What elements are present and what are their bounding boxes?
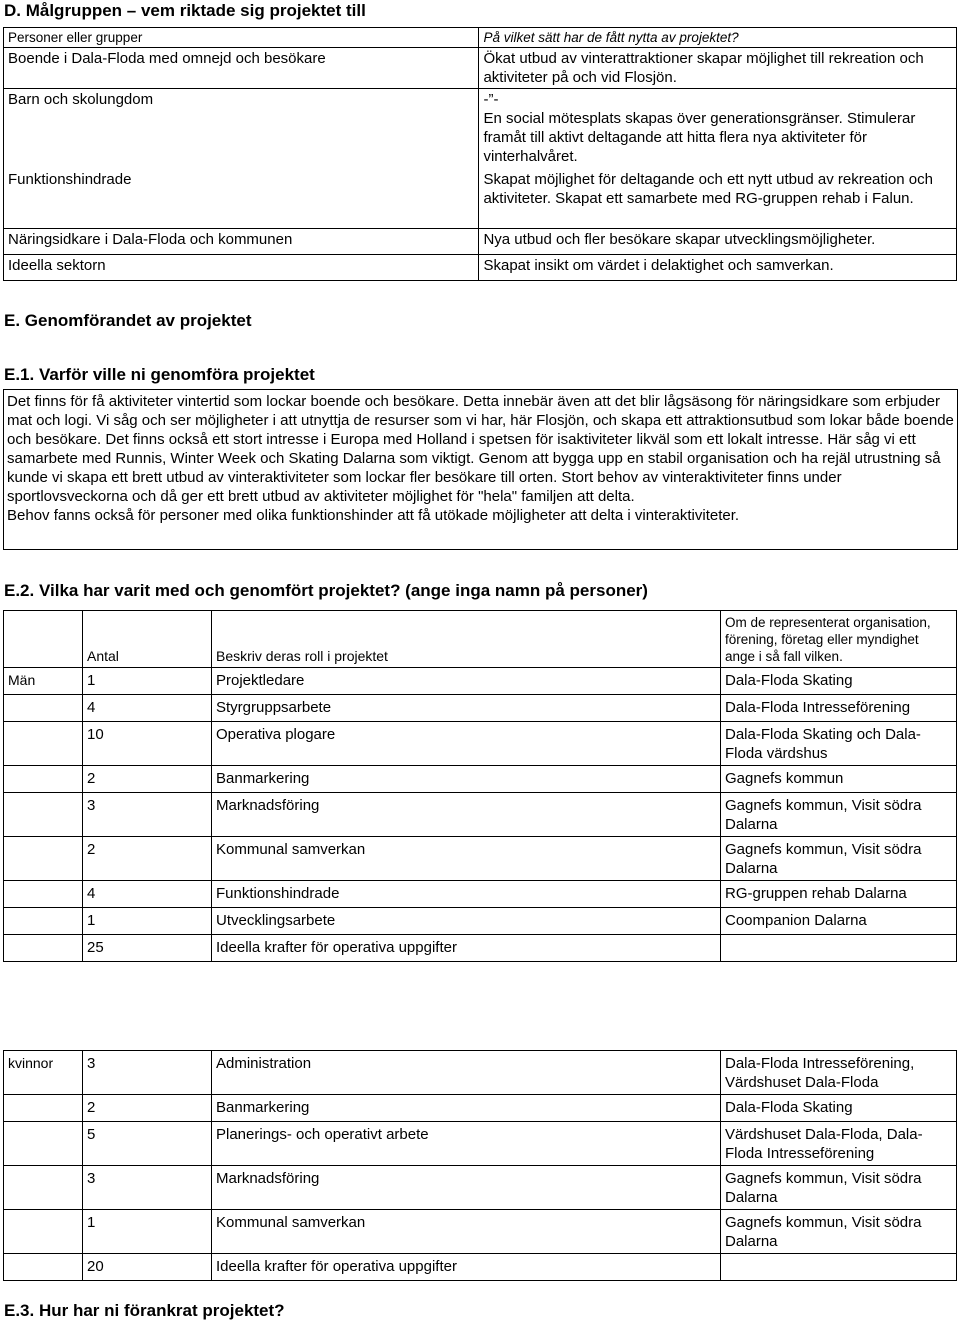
org-cell [721, 1254, 957, 1281]
org-cell: Dala-Floda Skating [721, 1095, 957, 1122]
table-row [4, 229, 957, 255]
roll-cell: Marknadsföring [212, 793, 721, 837]
org-cell: Gagnefs kommun, Visit södra Dalarna [721, 1166, 957, 1210]
header-groups: Personer eller grupper [4, 28, 479, 48]
antal-cell: 1 [83, 908, 212, 935]
gender-empty [4, 908, 83, 935]
roll-cell: Ideella krafter för operativa uppgifter [212, 1254, 721, 1281]
antal-cell: 1 [83, 668, 212, 695]
section-e3-title: E.3. Hur har ni förankrat projektet? [4, 1301, 285, 1320]
antal-cell: 4 [83, 881, 212, 908]
org-cell: Dala-Floda Skating [721, 668, 957, 695]
roll-cell: Kommunal samverkan [212, 1210, 721, 1254]
roll-cell: Ideella krafter för operativa uppgifter [212, 935, 721, 962]
table-row [4, 908, 957, 935]
table-row [4, 881, 957, 908]
gender-empty [4, 1166, 83, 1210]
group-cell: Barn och skolungdom [4, 89, 479, 169]
gender-empty [4, 1254, 83, 1281]
antal-cell: 2 [83, 1095, 212, 1122]
gender-header-empty [4, 611, 83, 668]
org-cell: Gagnefs kommun, Visit södra Dalarna [721, 837, 957, 881]
group-cell: Boende i Dala-Floda med omnejd och besökare [4, 48, 479, 89]
group-cell: Näringsidkare i Dala-Floda och kommunen [4, 229, 479, 255]
roll-cell: Marknadsföring [212, 1166, 721, 1210]
gender-empty [4, 722, 83, 766]
gender-empty [4, 837, 83, 881]
header-org: Om de representerat organisation, förening, företag eller myndighet ange i så fall vilken. [721, 611, 957, 668]
benefit-cell: Ökat utbud av vinterattraktioner skapar möjlighet till rekreation och aktiviteter på och vid Flosjön. [479, 48, 957, 89]
benefit-cell: Nya utbud och fler besökare skapar utvecklingsmöjligheter. [479, 229, 957, 255]
table-row [4, 255, 957, 281]
benefit-cell: -”- En social mötesplats skapas över generationsgränser. Stimulerar framåt till aktivt deltagande att hitta flera nya aktiviteter för vinterhalvåret. [479, 89, 957, 169]
roll-cell: Utvecklingsarbete [212, 908, 721, 935]
roll-cell: Projektledare [212, 668, 721, 695]
table-row [4, 1210, 957, 1254]
participants-women-table [3, 1050, 957, 1281]
gender-label: Män [4, 668, 83, 695]
table-row [4, 1122, 957, 1166]
benefit-cell: Skapat insikt om värdet i delaktighet och samverkan. [479, 255, 957, 281]
group-cell: Funktionshindrade [4, 169, 479, 229]
target-group-table [3, 27, 957, 281]
gender-empty [4, 1095, 83, 1122]
section-e-title: E. Genomförandet av projektet [4, 311, 252, 330]
org-cell [721, 935, 957, 962]
org-cell: Dala-Floda Intresseförening, Värdshuset Dala-Floda [721, 1051, 957, 1095]
table-header-row [4, 28, 957, 48]
header-roll: Beskriv deras roll i projektet [212, 611, 721, 668]
antal-cell: 3 [83, 1051, 212, 1095]
antal-cell: 3 [83, 1166, 212, 1210]
table-row [4, 722, 957, 766]
org-cell: Coompanion Dalarna [721, 908, 957, 935]
roll-cell: Operativa plogare [212, 722, 721, 766]
gender-empty [4, 695, 83, 722]
antal-cell: 10 [83, 722, 212, 766]
roll-cell: Funktionshindrade [212, 881, 721, 908]
table-row [4, 668, 957, 695]
gender-empty [4, 1122, 83, 1166]
table-row [4, 837, 957, 881]
table-row [4, 793, 957, 837]
org-cell: Gagnefs kommun, Visit södra Dalarna [721, 1210, 957, 1254]
roll-cell: Kommunal samverkan [212, 837, 721, 881]
participants-men-table [3, 610, 957, 962]
gender-empty [4, 935, 83, 962]
group-cell: Ideella sektorn [4, 255, 479, 281]
antal-cell: 2 [83, 766, 212, 793]
roll-cell: Banmarkering [212, 1095, 721, 1122]
section-e1-title: E.1. Varför ville ni genomföra projektet [4, 365, 315, 384]
antal-cell: 1 [83, 1210, 212, 1254]
antal-cell: 2 [83, 837, 212, 881]
table-row [4, 1095, 957, 1122]
roll-cell: Administration [212, 1051, 721, 1095]
table-row [4, 1166, 957, 1210]
org-cell: Värdshuset Dala-Floda, Dala-Floda Intresseförening [721, 1122, 957, 1166]
e1-answer-box [3, 389, 958, 550]
org-cell: Gagnefs kommun, Visit södra Dalarna [721, 793, 957, 837]
table-row [4, 1254, 957, 1281]
e1-paragraph: Behov fanns också för personer med olika funktionshinder att få utökade möjligheter att delta i vinteraktiviteter. [7, 507, 740, 524]
table-header-row [4, 611, 957, 668]
section-d-title: D. Målgruppen – vem riktade sig projektet till [4, 1, 366, 20]
section-e2-title: E.2. Vilka har varit med och genomfört projektet? (ange inga namn på personer) [4, 581, 648, 600]
header-antal: Antal [83, 611, 212, 668]
header-benefit: På vilket sätt har de fått nytta av projektet? [479, 28, 957, 48]
gender-empty [4, 881, 83, 908]
org-cell: Dala-Floda Intresseförening [721, 695, 957, 722]
gender-label: kvinnor [4, 1051, 83, 1095]
antal-cell: 4 [83, 695, 212, 722]
table-row [4, 695, 957, 722]
table-row [4, 48, 957, 89]
gender-empty [4, 793, 83, 837]
e1-paragraph: Det finns för få aktiviteter vintertid som lockar boende och besökare. Detta innebär även att det blir lågsäsong för näringsidkare som erbjuder mat och logi. Vi såg och ser möjligheter i att utnyttja de resurser som vi har, här Flosjön, och skapa ett attraktionsutbud som lokar både boende och besökare. Det finns också ett stort intresse i Europa med Holland i spetsen för isaktiviteter likväl som ett lokalt intresse. Här såg vi ett samarbete med Runnis, Winter Week och Skating Dalarna som viktigt. Genom att bygga upp en stabil organisation och ha rejäl utrustning så kunde vi skapa ett brett utbud av vinteraktiviteter som lockar fler besökare till orten. Stort behov av vinteraktiviteter finns under sportlovsveckorna och då ger ett brett utbud av aktiviteter möjlighet för "hela" familjen att delta. [7, 393, 954, 505]
table-row [4, 766, 957, 793]
table-row [4, 169, 957, 229]
gender-empty [4, 766, 83, 793]
roll-cell: Planerings- och operativt arbete [212, 1122, 721, 1166]
benefit-cell: Skapat möjlighet för deltagande och ett nytt utbud av rekreation och aktiviteter. Skapat ett samarbete med RG-gruppen rehab i Falun. [479, 169, 957, 229]
gender-empty [4, 1210, 83, 1254]
antal-cell: 20 [83, 1254, 212, 1281]
table-row [4, 935, 957, 962]
table-row [4, 1051, 957, 1095]
org-cell: Dala-Floda Skating och Dala-Floda värdshus [721, 722, 957, 766]
table-row [4, 89, 957, 169]
antal-cell: 5 [83, 1122, 212, 1166]
org-cell: RG-gruppen rehab Dalarna [721, 881, 957, 908]
roll-cell: Styrgruppsarbete [212, 695, 721, 722]
roll-cell: Banmarkering [212, 766, 721, 793]
antal-cell: 25 [83, 935, 212, 962]
antal-cell: 3 [83, 793, 212, 837]
org-cell: Gagnefs kommun [721, 766, 957, 793]
